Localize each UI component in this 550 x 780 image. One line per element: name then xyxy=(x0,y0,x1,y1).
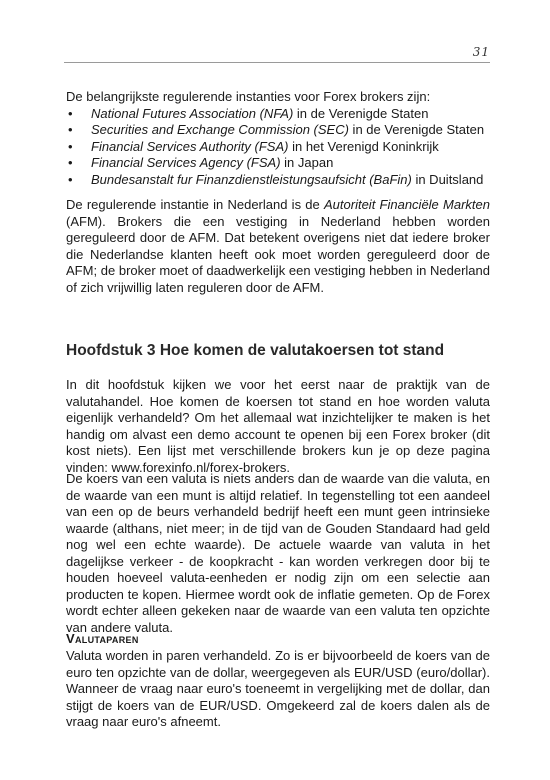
paragraph-text: In dit hoofdstuk kijken we voor het eerst naar de praktijk van de valutahandel. Hoe komen de koersen tot stand en hoe worden valuta eigenlijk verhandeld? Om het allemaal wat inzichtelijker te maken is het handig om alvast een demo account te openen bij een Forex broker (dit kost niets). Een lijst met verschillende brokers kun je op deze pagina vinden: www.forexinfo.nl/forex-brokers. xyxy=(66,377,490,475)
regulators-intro: De belangrijkste regulerende instanties voor Forex brokers zijn: xyxy=(66,89,431,104)
afm-name: Autoriteit Financiële Markten xyxy=(324,197,490,212)
list-item xyxy=(66,172,490,189)
paragraph-text: De koers van een valuta is niets anders dan de waarde van die valuta, en de waarde van een munt is altijd relatief. In tegenstelling tot een aandeel van een op de beurs verhandeld bedrijf heeft een munt geen intrinsieke waarde (althans, niet meer; in de tijd van de Gouden Standaard had geld nog wel een echte waarde). De actuele waarde van valuta in het dagelijkse verkeer - de koopkracht - kan worden verkregen door bij te houden hoeveel valuta-eenheden er nodig zijn om een selectie aan producten te kopen. Hiermee wordt ook de inflatie gemeten. Op de Forex wordt echter alleen gekeken naar de waarde van een valuta ten opzichte van andere valuta. xyxy=(66,471,490,635)
regulators-list xyxy=(66,106,490,189)
list-item xyxy=(66,155,490,172)
section-heading-valutaparen: Valutaparen xyxy=(66,631,139,646)
list-item xyxy=(66,122,490,139)
chapter-intro-paragraph xyxy=(66,377,490,476)
afm-paragraph xyxy=(66,197,490,296)
list-item xyxy=(66,106,490,123)
regulators-section xyxy=(66,89,490,188)
agency-location: in het Verenigd Koninkrijk xyxy=(288,138,439,154)
agency-name: Financial Services Authority (FSA) xyxy=(91,138,289,154)
agency-name: Financial Services Agency (FSA) xyxy=(91,155,281,170)
agency-location: in Japan xyxy=(280,155,334,170)
header-rule xyxy=(64,62,490,63)
chapter-heading: Hoofdstuk 3 Hoe komen de valutakoersen tot stand xyxy=(66,342,445,359)
afm-text-after: (AFM). Brokers die een vestiging in Nederland hebben worden gereguleerd door de AFM. Dat betekent overigens niet dat iedere broker die Nederlandse klanten heeft ook moet worden gereguleerd door de AFM; de broker moet of daadwerkelijk een vestiging hebben in Nederland of zich vrijwillig laten reguleren door de AFM. xyxy=(66,213,490,295)
currency-value-paragraph xyxy=(66,471,490,636)
paragraph-text: Valuta worden in paren verhandeld. Zo is er bijvoorbeeld de koers van de euro ten opzichte van de dollar, weergegeven als EUR/USD (euro/dollar). Wanneer de vraag naar euro's toeneemt in vergelijking met de dollar, dan stijgt de koers van de EUR/USD. Omgekeerd zal de koers dalen als de vraag naar euro's afneemt. xyxy=(66,648,490,729)
agency-name: Bundesanstalt fur Finanzdienstleistungsaufsicht (BaFin) xyxy=(91,171,412,187)
agency-location: in Duitsland xyxy=(411,171,484,187)
agency-name: Securities and Exchange Commission (SEC) xyxy=(91,122,349,137)
list-item xyxy=(66,139,490,156)
agency-name: National Futures Association (NFA) xyxy=(91,105,294,121)
agency-location: in de Verenigde Staten xyxy=(293,105,429,121)
afm-text-before: De regulerende instantie in Nederland is de xyxy=(66,197,324,212)
page-number: 31 xyxy=(472,45,490,59)
valutaparen-paragraph xyxy=(66,648,490,731)
agency-location: in de Verenigde Staten xyxy=(348,122,485,137)
